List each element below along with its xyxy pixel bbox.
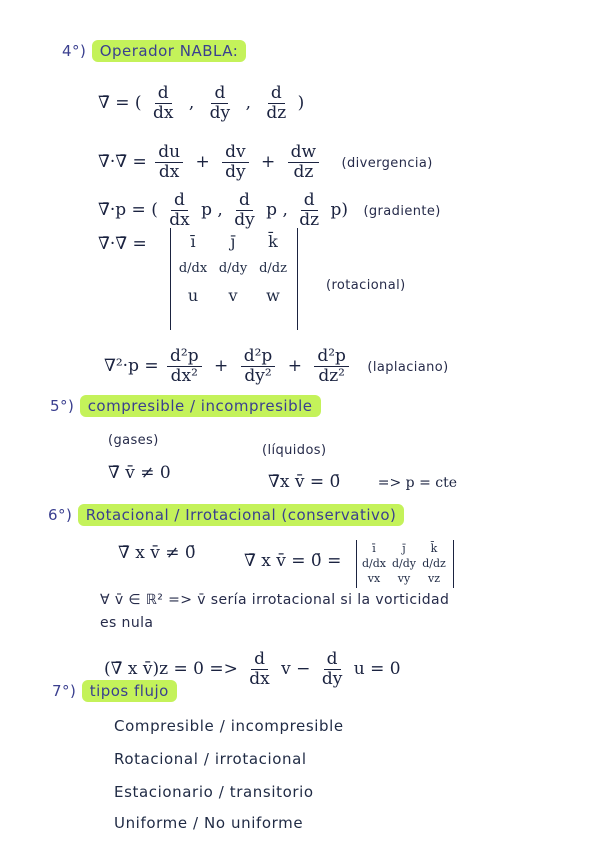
rotational-determinant: ī j̄ k̄ d/dx d/dy d/dz u v w [170,228,298,330]
gases-label: (gases) [108,433,159,448]
section-title: Operador NABLA: [92,40,247,62]
section-title: Rotacional / Irrotacional (conservativo) [78,504,405,526]
liquids-label: (líquidos) [262,443,327,458]
flow-type-item: Uniforme / No uniforme [114,814,304,832]
nabla-lhs: ∇̄ = ( [98,93,142,114]
rotational-label: (rotacional) [326,278,406,293]
laplacian-label: (laplaciano) [367,360,449,376]
laplacian-equation: ∇²·p = $\frac{\text{d²p}}{\text{dx²}}$ + $\frac{\text{d²p}}{\text{dy²}}$ + $\frac{\text{d²p}}{\text{dz²}}$ (laplaciano) [104,346,449,386]
divergence-label: (divergencia) [341,156,433,172]
irrotational-equation: ∇̄ x v̄ = 0̄ = [244,551,342,571]
nabla-definition: ∇̄ = ( $\frac{d}{dx}$ , $\frac{d}{dy}$ , $\frac{d}{dz}$ ) [98,83,305,123]
section-title: tipos flujo [82,680,177,702]
section-number: 4°) [62,42,87,60]
section-4-heading [62,42,246,60]
irrotational-statement-cont: es nula [100,615,154,631]
flow-type-item: Estacionario / transitorio [114,783,314,801]
irrotational-statement: ∀ v̄ ∈ ℝ² => v̄ sería irrotacional si la vorticidad [100,592,450,608]
section-6-heading: 6°) Rotacional / Irrotacional (conservativo) [48,506,404,524]
section-5-heading: 5°) compresible / incompresible [50,397,321,415]
fraction: $\frac{d}{dx}$ [152,83,174,123]
flow-type-item: Compresible / incompresible [114,717,344,735]
divergence-equation: ∇̄·∇̄ = $\frac{du}{dx}$ + $\frac{dv}{dy}$ + $\frac{dw}{dz}$ (divergencia) [98,142,433,182]
gradient-equation: ∇̄·p = ( $\frac{d}{dx}$ p , $\frac{d}{dy}$ p , $\frac{d}{dz}$ p) (gradiente) [98,190,441,230]
rotational-lhs: ∇̄·∇̄ = [98,234,147,254]
section-7-heading: 7°) tipos flujo [52,682,177,700]
vorticity-determinant: ī j̄ k̄ d/dx d/dy d/dz vx vy vz [356,540,454,588]
fraction: $\frac{d}{dy}$ [209,83,231,123]
nabla-end: ) [297,93,305,114]
section-title: compresible / incompresible [80,395,321,417]
compressible-equation: ∇̄ v̄ ≠ 0 [108,463,171,483]
vorticity-z-equation: (∇̄ x v̄)z = 0 => $\frac{d}{dx}$ v − $\frac{d}{dy}$ u = 0 [104,649,401,689]
flow-type-item: Rotacional / irrotacional [114,750,307,768]
fraction: $\frac{d}{dz}$ [266,83,287,123]
incompressible-equation: ∇̄x v̄ = 0̄ => p = cte [268,472,458,492]
gradient-label: (gradiente) [363,204,441,220]
rotational-equation: ∇̄ x v̄ ≠ 0̄ [118,543,196,563]
